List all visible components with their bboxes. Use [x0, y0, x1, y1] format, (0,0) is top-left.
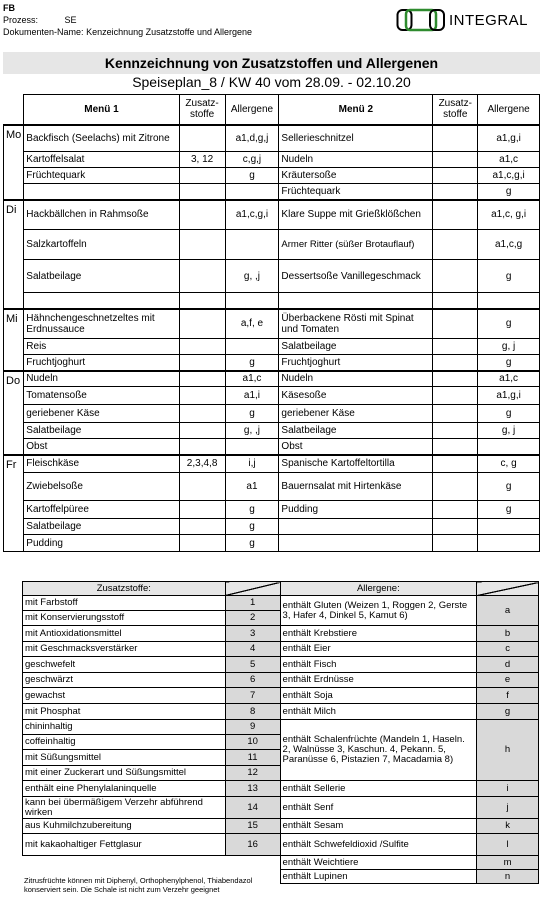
menu1-zusatz — [179, 519, 225, 535]
zusatz-name: aus Kuhmilchzubereitung — [23, 819, 226, 834]
menu-row — [4, 125, 540, 152]
menu2-allergene — [478, 535, 540, 552]
menu1-zusatz — [179, 293, 225, 309]
allergen-code: m — [477, 856, 539, 870]
prozess-line — [3, 14, 252, 26]
menu2-dish: Kräutersoße — [279, 168, 433, 184]
menu1-allergene: a,f, e — [225, 309, 279, 339]
menu-row — [4, 168, 540, 184]
menu1-zusatz — [179, 387, 225, 405]
menu2-allergene: a1,c,g — [478, 230, 540, 260]
menu2-zusatz — [433, 455, 478, 473]
header-allergene: Allergene — [225, 95, 279, 125]
menu-row — [4, 152, 540, 168]
allergen-code: e — [477, 673, 539, 688]
zusatz-name: mit Süßungsmittel — [23, 750, 226, 766]
menu1-dish: Kartoffelsalat — [24, 152, 179, 168]
allergen-code: j — [477, 797, 539, 819]
menu2-zusatz — [433, 339, 478, 355]
menu1-zusatz — [179, 230, 225, 260]
zusatz-name: mit einer Zuckerart und Süßungsmittel — [23, 766, 226, 781]
allergen-name: enthält Schwefeldioxid /Sulfite — [280, 834, 477, 856]
menu1-dish: Tomatensoße — [24, 387, 179, 405]
allergen-name: enthält Schalenfrüchte (Mandeln 1, Haseln. 2, Walnüsse 3, Kaschun. 4, Pekann. 5, Paranüsse 6, Pistazien 7, Macadamia 8) — [280, 720, 477, 781]
menu2-allergene: a1,g,i — [478, 387, 540, 405]
legend-row — [23, 704, 539, 720]
menu1-allergene — [225, 439, 279, 455]
menu2-zusatz — [433, 355, 478, 371]
menu2-zusatz — [433, 423, 478, 439]
menu-row — [4, 260, 540, 293]
legend-row — [23, 856, 539, 870]
menu2-zusatz — [433, 473, 478, 501]
menu1-dish: Kartoffelpüree — [24, 501, 179, 519]
menu2-dish: Früchtequark — [279, 184, 433, 200]
menu1-dish: Salatbeilage — [24, 519, 179, 535]
logo-icon — [396, 7, 446, 33]
menu2-dish: Klare Suppe mit Grießklößchen — [279, 200, 433, 230]
prozess-value: SE — [64, 15, 77, 25]
menu2-zusatz — [433, 519, 478, 535]
menu1-dish — [24, 184, 179, 200]
menu1-dish: Nudeln — [24, 371, 179, 387]
menu2-zusatz — [433, 200, 478, 230]
zusatz-number: 15 — [225, 819, 280, 834]
menu-row — [4, 230, 540, 260]
menu1-dish: Reis — [24, 339, 179, 355]
zusatz-name: enthält eine Phenylalaninquelle — [23, 781, 226, 797]
menu2-allergene: g — [478, 260, 540, 293]
menu-row — [4, 455, 540, 473]
menu-row — [4, 184, 540, 200]
menu2-zusatz — [433, 405, 478, 423]
zusatz-number: 7 — [225, 688, 280, 704]
zusatz-header-diag — [225, 582, 280, 596]
allergen-header: Allergene: — [280, 582, 477, 596]
menu2-allergene: g, j — [478, 339, 540, 355]
menu-row — [4, 200, 540, 230]
legend-row — [23, 673, 539, 688]
menu1-zusatz: 2,3,4,8 — [179, 455, 225, 473]
zusatz-number: 2 — [225, 611, 280, 626]
menu2-allergene: g — [478, 184, 540, 200]
menu2-dish: Pudding — [279, 501, 433, 519]
menu1-zusatz — [179, 371, 225, 387]
menu1-zusatz — [179, 423, 225, 439]
zusatz-number: 14 — [225, 797, 280, 819]
allergen-name: enthält Weichtiere — [280, 856, 477, 870]
header-allergene: Allergene — [478, 95, 540, 125]
day-label: Mi — [4, 309, 24, 371]
menu2-zusatz — [433, 230, 478, 260]
zusatz-name: kann bei übermäßigem Verzehr abführend wirken — [23, 797, 226, 819]
menu2-allergene: g — [478, 355, 540, 371]
menu-row — [4, 405, 540, 423]
menu2-allergene: g — [478, 501, 540, 519]
zusatz-header: Zusatzstoffe: — [23, 582, 226, 596]
menu2-allergene — [478, 439, 540, 455]
zusatz-number: 3 — [225, 626, 280, 642]
menu-row — [4, 519, 540, 535]
menu1-zusatz — [179, 339, 225, 355]
menu-table — [3, 94, 540, 552]
legend-row — [23, 596, 539, 611]
menu2-zusatz — [433, 184, 478, 200]
prozess-label: Prozess: — [3, 15, 39, 25]
menu1-allergene: i,j — [225, 455, 279, 473]
menu2-allergene: a1,c,g,i — [478, 168, 540, 184]
menu2-allergene: a1,c — [478, 152, 540, 168]
menu1-zusatz — [179, 535, 225, 552]
menu1-allergene: g — [225, 501, 279, 519]
zusatz-name: mit Phosphat — [23, 704, 226, 720]
zusatz-number: 5 — [225, 657, 280, 673]
menu1-zusatz — [179, 501, 225, 519]
menu-row — [4, 293, 540, 309]
menu2-zusatz — [433, 439, 478, 455]
allergen-code: g — [477, 704, 539, 720]
legend-header-row — [23, 582, 539, 596]
menu-row — [4, 439, 540, 455]
zusatz-name: mit Konservierungsstoff — [23, 611, 226, 626]
zusatz-name: mit Antioxidationsmittel — [23, 626, 226, 642]
menu1-dish: Backfisch (Seelachs) mit Zitrone — [24, 125, 179, 152]
menu2-dish: Bauernsalat mit Hirtenkäse — [279, 473, 433, 501]
menu1-dish: Pudding — [24, 535, 179, 552]
allergen-code: a — [477, 596, 539, 626]
menu2-dish: Armer Ritter (süßer Brotauflauf) — [279, 230, 433, 260]
menu2-dish: Dessertsoße Vanillegeschmack — [279, 260, 433, 293]
day-label: Do — [4, 371, 24, 455]
allergen-name: enthält Eier — [280, 642, 477, 657]
header-zusatz: Zusatz- stoffe — [433, 95, 478, 125]
menu-row — [4, 355, 540, 371]
menu2-zusatz — [433, 371, 478, 387]
menu2-zusatz — [433, 535, 478, 552]
integral-logo — [396, 6, 528, 34]
menu-row — [4, 371, 540, 387]
menu2-zusatz — [433, 152, 478, 168]
menu-row — [4, 309, 540, 339]
header-menu2: Menü 2 — [279, 95, 433, 125]
allergen-code: h — [477, 720, 539, 781]
menu1-zusatz — [179, 184, 225, 200]
allergen-name: enthält Fisch — [280, 657, 477, 673]
allergen-name: enthält Krebstiere — [280, 626, 477, 642]
menu2-zusatz — [433, 168, 478, 184]
menu1-zusatz — [179, 260, 225, 293]
zusatz-number: 16 — [225, 834, 280, 856]
menu2-dish: geriebener Käse — [279, 405, 433, 423]
menu1-dish: geriebener Käse — [24, 405, 179, 423]
zusatz-number: 12 — [225, 766, 280, 781]
menu1-zusatz — [179, 439, 225, 455]
logo-text: INTEGRAL — [449, 11, 529, 29]
menu2-zusatz — [433, 125, 478, 152]
menu1-allergene: g — [225, 355, 279, 371]
allergen-code: l — [477, 834, 539, 856]
legend-row — [23, 657, 539, 673]
menu2-dish: Überbackene Rösti mit Spinat und Tomaten — [279, 309, 433, 339]
legend-row — [23, 642, 539, 657]
menu1-dish: Salatbeilage — [24, 423, 179, 439]
menu-row — [4, 501, 540, 519]
day-label: Di — [4, 200, 24, 309]
zusatz-name: mit Farbstoff — [23, 596, 226, 611]
menu1-allergene: g — [225, 405, 279, 423]
document-header — [3, 2, 252, 38]
allergen-name: enthält Sesam — [280, 819, 477, 834]
menu2-allergene: g, j — [478, 423, 540, 439]
menu2-dish — [279, 293, 433, 309]
menu2-dish: Sellerieschnitzel — [279, 125, 433, 152]
menu2-allergene: c, g — [478, 455, 540, 473]
allergen-name: enthält Soja — [280, 688, 477, 704]
allergen-code: i — [477, 781, 539, 797]
menu2-dish: Spanische Kartoffeltortilla — [279, 455, 433, 473]
zusatz-name: coffeinhaltig — [23, 735, 226, 750]
menu-row — [4, 339, 540, 355]
menu1-allergene: g — [225, 519, 279, 535]
menu2-dish — [279, 535, 433, 552]
menu1-zusatz — [179, 309, 225, 339]
menu2-dish: Fruchtjoghurt — [279, 355, 433, 371]
menu-row — [4, 423, 540, 439]
menu1-zusatz — [179, 405, 225, 423]
allergen-name: enthält Sellerie — [280, 781, 477, 797]
allergen-name: enthält Gluten (Weizen 1, Roggen 2, Gerste 3, Hafer 4, Dinkel 5, Kamut 6) — [280, 596, 477, 626]
page-subtitle: Speiseplan_8 / KW 40 vom 28.09. - 02.10.20 — [132, 74, 411, 90]
menu1-allergene — [225, 230, 279, 260]
menu1-zusatz — [179, 168, 225, 184]
menu1-allergene: g, ,j — [225, 260, 279, 293]
menu1-allergene: a1,i — [225, 387, 279, 405]
docname-label: Dokumenten-Name: — [3, 27, 84, 37]
menu-row — [4, 535, 540, 552]
menu1-dish: Salzkartoffeln — [24, 230, 179, 260]
zusatz-name: geschwärzt — [23, 673, 226, 688]
legend-row — [23, 781, 539, 797]
header-menu1: Menü 1 — [24, 95, 179, 125]
menu1-dish: Obst — [24, 439, 179, 455]
menu2-allergene: a1,c, g,i — [478, 200, 540, 230]
menu1-allergene — [225, 293, 279, 309]
menu2-dish: Käsesoße — [279, 387, 433, 405]
zusatz-number: 6 — [225, 673, 280, 688]
menu2-dish: Salatbeilage — [279, 423, 433, 439]
menu2-allergene: a1,c — [478, 371, 540, 387]
allergen-name: enthält Lupinen — [280, 870, 477, 884]
menu2-zusatz — [433, 501, 478, 519]
menu2-allergene: g — [478, 405, 540, 423]
menu1-dish: Fruchtjoghurt — [24, 355, 179, 371]
allergen-name: enthält Senf — [280, 797, 477, 819]
zusatz-number: 9 — [225, 720, 280, 735]
zusatz-name: gewachst — [23, 688, 226, 704]
zusatz-number: 13 — [225, 781, 280, 797]
zusatz-name: mit Geschmacksverstärker — [23, 642, 226, 657]
menu1-dish: Hackbällchen in Rahmsoße — [24, 200, 179, 230]
menu1-allergene: a1,d,g,j — [225, 125, 279, 152]
header-day-cell — [4, 95, 24, 125]
menu1-dish: Hähnchengeschnetzeltes mit Erdnussauce — [24, 309, 179, 339]
allergen-code: n — [477, 870, 539, 884]
menu1-zusatz: 3, 12 — [179, 152, 225, 168]
menu2-dish: Obst — [279, 439, 433, 455]
menu1-allergene: a1 — [225, 473, 279, 501]
legend-row — [23, 626, 539, 642]
allergen-code: d — [477, 657, 539, 673]
menu2-allergene — [478, 293, 540, 309]
legend-table — [22, 581, 539, 884]
menu-row — [4, 387, 540, 405]
menu1-zusatz — [179, 355, 225, 371]
docname-value: Kenzeichnung Zusatzstoffe und Allergene — [86, 27, 253, 37]
menu1-allergene — [225, 184, 279, 200]
menu1-allergene: c,g,j — [225, 152, 279, 168]
menu1-zusatz — [179, 473, 225, 501]
allergen-name: enthält Erdnüsse — [280, 673, 477, 688]
menu-header-row — [4, 95, 540, 125]
menu2-allergene: a1,g,i — [478, 125, 540, 152]
menu1-allergene: a1,c,g,i — [225, 200, 279, 230]
zusatz-number: 1 — [225, 596, 280, 611]
menu1-zusatz — [179, 125, 225, 152]
allergen-code: c — [477, 642, 539, 657]
menu1-dish: Salatbeilage — [24, 260, 179, 293]
allergen-name: enthält Milch — [280, 704, 477, 720]
fb-label: FB — [3, 3, 15, 13]
zusatz-name: geschwefelt — [23, 657, 226, 673]
zusatz-number: 4 — [225, 642, 280, 657]
menu1-allergene: g — [225, 535, 279, 552]
zusatz-number: 8 — [225, 704, 280, 720]
legend-row — [23, 819, 539, 834]
allergen-code: f — [477, 688, 539, 704]
menu1-dish: Fleischkäse — [24, 455, 179, 473]
menu2-zusatz — [433, 309, 478, 339]
allergen-header-diag — [477, 582, 539, 596]
menu2-dish: Nudeln — [279, 371, 433, 387]
menu2-dish: Nudeln — [279, 152, 433, 168]
menu1-dish: Früchtequark — [24, 168, 179, 184]
menu1-allergene: g — [225, 168, 279, 184]
menu1-zusatz — [179, 200, 225, 230]
menu2-zusatz — [433, 387, 478, 405]
legend-row — [23, 834, 539, 856]
allergen-code: k — [477, 819, 539, 834]
menu1-allergene: g, ,j — [225, 423, 279, 439]
menu-row — [4, 473, 540, 501]
allergen-code: b — [477, 626, 539, 642]
zusatz-number: 10 — [225, 735, 280, 750]
menu2-allergene: g — [478, 309, 540, 339]
docname-line — [3, 26, 252, 38]
menu2-dish: Salatbeilage — [279, 339, 433, 355]
day-label: Mo — [4, 125, 24, 200]
footer-note: Zitrusfrüchte können mit Diphenyl, Orthophenylphenol, Thiabendazol konserviert sein. Die Schale ist nicht zum Verzehr geeignet — [24, 876, 253, 894]
menu1-dish: Zwiebelsoße — [24, 473, 179, 501]
zusatz-name: mit kakaohaltiger Fettglasur — [23, 834, 226, 856]
menu2-zusatz — [433, 260, 478, 293]
legend-row — [23, 720, 539, 735]
menu1-allergene — [225, 339, 279, 355]
page-title: Kennzeichnung von Zusatzstoffen und Allergenen — [3, 52, 540, 74]
header-zusatz: Zusatz- stoffe — [179, 95, 225, 125]
menu1-allergene: a1,c — [225, 371, 279, 387]
zusatz-number: 11 — [225, 750, 280, 766]
legend-row — [23, 688, 539, 704]
menu2-allergene — [478, 519, 540, 535]
menu2-zusatz — [433, 293, 478, 309]
day-label: Fr — [4, 455, 24, 552]
menu2-allergene: g — [478, 473, 540, 501]
menu1-dish — [24, 293, 179, 309]
zusatz-name: chininhaltig — [23, 720, 226, 735]
legend-row — [23, 797, 539, 819]
menu2-dish — [279, 519, 433, 535]
